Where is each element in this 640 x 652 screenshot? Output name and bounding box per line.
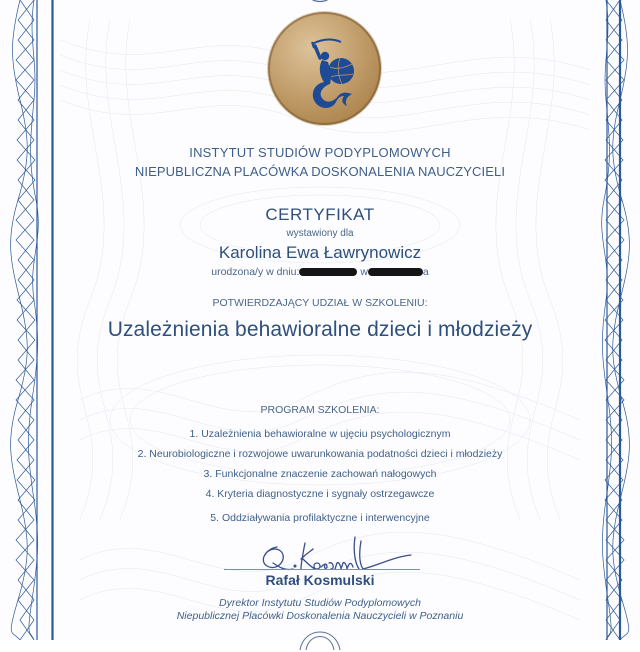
recipient-name: Karolina Ewa Ławrynowicz bbox=[218, 243, 422, 262]
signatory-title-line-1: Dyrektor Instytutu Studiów Podyplomowych bbox=[219, 597, 421, 609]
institution-name-line-2: NIEPUBLICZNA PLACÓWKA DOSKONALENIA NAUCZYCIELI bbox=[134, 164, 506, 179]
redacted-birth-date bbox=[299, 268, 357, 276]
certificate-title: CERTYFIKAT bbox=[265, 205, 375, 224]
birth-place-label: w bbox=[360, 266, 368, 278]
top-ornament-icon bbox=[301, 0, 339, 8]
institute-logo-medal bbox=[268, 12, 381, 125]
participation-confirmation-label: POTWIERDZAJĄCY UDZIAŁ W SZKOLENIU: bbox=[212, 297, 428, 309]
bottom-ornament-icon bbox=[296, 622, 344, 652]
signatory-name: Rafał Kosmulski bbox=[265, 572, 375, 588]
signatory-title-line-2: Niepublicznej Placówki Doskonalenia Nauczycieli w Poznaniu bbox=[176, 610, 464, 622]
program-heading: PROGRAM SZKOLENIA: bbox=[260, 404, 380, 416]
program-item: 1. Uzależnienia behawioralne w ujęciu psychologicznym bbox=[189, 428, 451, 440]
program-item: 4. Kryteria diagnostyczne i sygnały ostrzegawcze bbox=[205, 488, 435, 500]
issued-for-label: wystawiony dla bbox=[286, 228, 354, 239]
birth-place-suffix: a bbox=[422, 266, 429, 278]
mermaid-emblem-icon bbox=[268, 12, 381, 125]
program-item: 5. Oddziaływania profilaktyczne i interwencyjne bbox=[210, 512, 430, 524]
program-list bbox=[0, 424, 640, 528]
program-item: 2. Neurobiologiczne i rozwojowe uwarunkowania podatności dzieci i młodzieży bbox=[137, 448, 503, 460]
birth-details-row bbox=[0, 266, 640, 278]
course-title: Uzależnienia behawioralne dzieci i młodzieży bbox=[107, 318, 533, 341]
program-item: 3. Funkcjonalne znaczenie zachowań nałogowych bbox=[203, 468, 437, 480]
redacted-birth-place bbox=[368, 268, 423, 276]
signature-line bbox=[224, 569, 420, 570]
institution-name-line-1: INSTYTUT STUDIÓW PODYPLOMOWYCH bbox=[189, 145, 451, 160]
birth-date-label: urodzona/y w dniu: bbox=[211, 266, 300, 278]
